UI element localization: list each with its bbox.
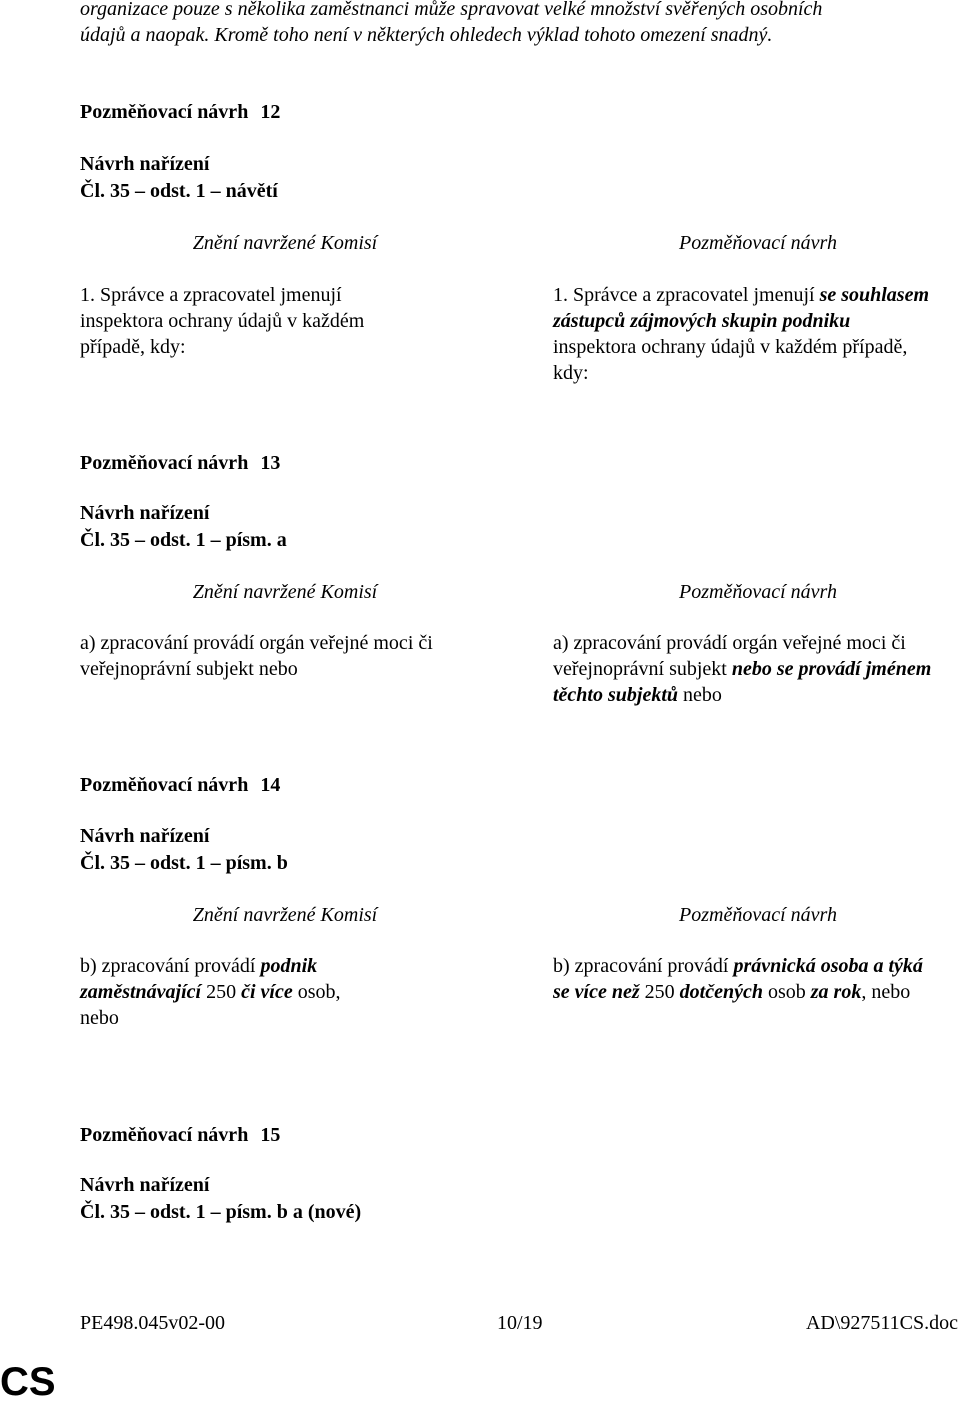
footer-page-number: 10/19 bbox=[497, 1312, 543, 1334]
amendment-12-left-header: Znění navržené Komisí bbox=[192, 232, 378, 254]
amendment-14-left-header: Znění navržené Komisí bbox=[192, 904, 378, 926]
footer-document-name: AD\927511CS.doc bbox=[805, 1312, 958, 1334]
amendment-14-proposal: Návrh nařízení bbox=[80, 825, 210, 847]
amendment-15-proposal: Návrh nařízení bbox=[80, 1174, 210, 1196]
amendment-12-right-header: Pozměňovací návrh bbox=[679, 232, 837, 254]
amendment-13-left-header: Znění navržené Komisí bbox=[192, 581, 378, 603]
language-code: CS bbox=[0, 1360, 56, 1404]
amendment-12-title: Pozměňovací návrh 12 bbox=[80, 101, 281, 123]
amendment-13-proposal: Návrh nařízení bbox=[80, 502, 210, 524]
amendment-14-article: Čl. 35 – odst. 1 – písm. b bbox=[80, 852, 288, 874]
amendment-15-article: Čl. 35 – odst. 1 – písm. b a (nové) bbox=[80, 1201, 362, 1223]
amendment-14-original-text: b) zpracování provádí podnik zaměstnávající 250 či více osob, nebo bbox=[80, 955, 341, 1029]
intro-paragraph bbox=[80, 0, 950, 48]
intro-line-2: údajů a naopak. Kromě toho není v některých ohledech výklad tohoto omezení snadný. bbox=[80, 24, 773, 46]
amendment-12-article: Čl. 35 – odst. 1 – návětí bbox=[80, 180, 278, 202]
amendment-13-right-header: Pozměňovací návrh bbox=[679, 581, 837, 603]
amendment-12-proposal: Návrh nařízení bbox=[80, 153, 210, 175]
amendment-13-amended-text: a) zpracování provádí orgán veřejné moci či veřejnoprávní subjekt nebo se provádí jménem těchto subjektů nebo bbox=[553, 632, 932, 706]
amendment-15-title: Pozměňovací návrh 15 bbox=[80, 1124, 281, 1146]
amendment-13-article: Čl. 35 – odst. 1 – písm. a bbox=[80, 529, 287, 551]
amendment-12-amended-text: 1. Správce a zpracovatel jmenují se souhlasem zástupců zájmových skupin podniku inspektora ochrany údajů v každém případě, kdy: bbox=[553, 284, 930, 384]
footer-reference: PE498.045v02-00 bbox=[80, 1312, 225, 1334]
amendment-14-title: Pozměňovací návrh 14 bbox=[80, 774, 281, 796]
amendment-13-title: Pozměňovací návrh 13 bbox=[80, 452, 281, 474]
amendment-12-original-text: 1. Správce a zpracovatel jmenují inspektora ochrany údajů v každém případě, kdy: bbox=[80, 284, 365, 358]
amendment-14-amended-text: b) zpracování provádí právnická osoba a týká se více než 250 dotčených osob za rok, nebo bbox=[553, 955, 923, 1003]
amendment-13-original-text: a) zpracování provádí orgán veřejné moci či veřejnoprávní subjekt nebo bbox=[80, 632, 433, 680]
amendment-14-right-header: Pozměňovací návrh bbox=[679, 904, 837, 926]
intro-line-1: organizace pouze s několika zaměstnanci může spravovat velké množství svěřených osobních bbox=[80, 0, 823, 20]
